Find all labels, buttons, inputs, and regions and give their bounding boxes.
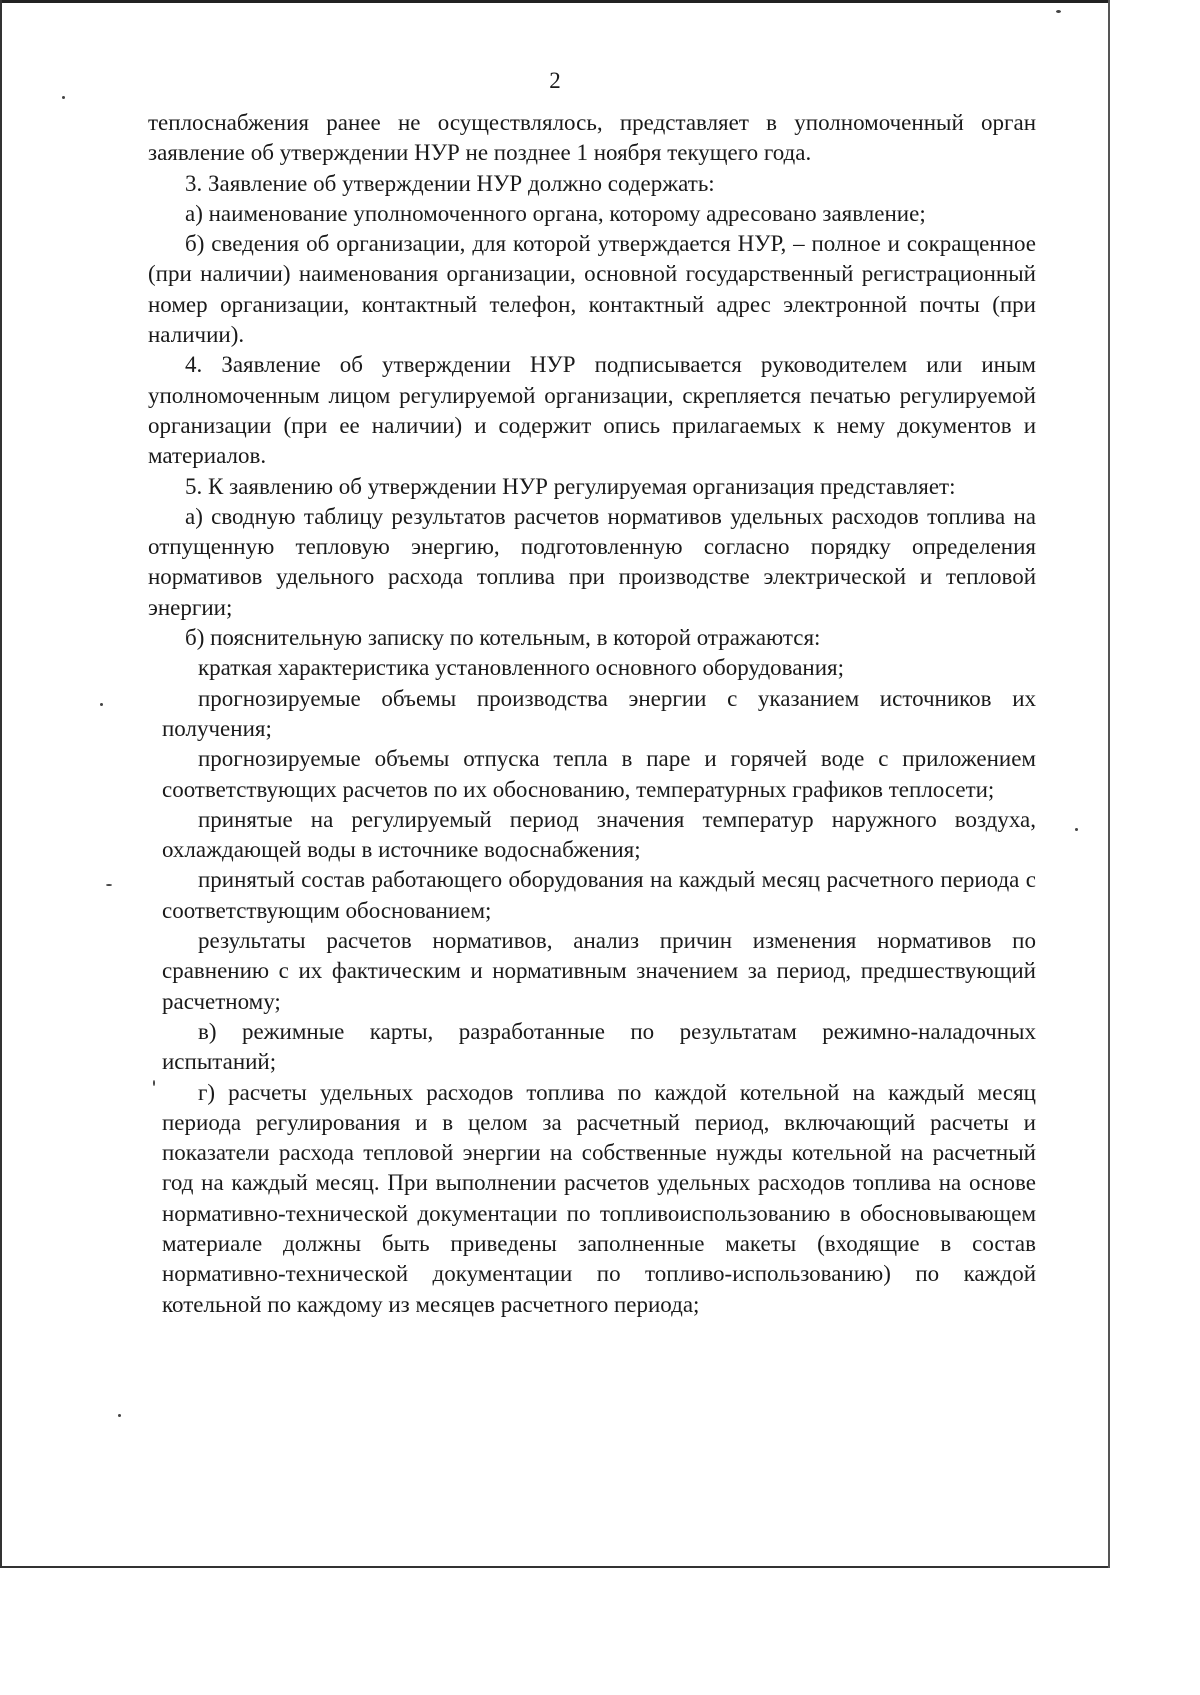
paragraph-production-volumes: прогнозируемые объемы производства энергии с указанием источников их получения; [162, 685, 1036, 741]
paragraph-item-5: 5. К заявлению об утверждении НУР регулируемая организация представляет: [185, 473, 956, 499]
scan-border-top [0, 0, 1110, 3]
scan-border-left [0, 0, 2, 1568]
scan-speck [1056, 10, 1061, 13]
paragraph-item-5b: б) пояснительную записку по котельным, в которой отражаются: [185, 625, 821, 651]
paragraph-item-3a: а) наименование уполномоченного органа, которому адресовано заявление; [185, 200, 926, 226]
scan-speck [1075, 828, 1078, 831]
paragraph-heat-supply-volumes: прогнозируемые объемы отпуска тепла в паре и горячей воде с приложением соответствующих расчетов по их обоснованию, температурных графиков теплосети; [162, 746, 1036, 802]
paragraph-item-3: 3. Заявление об утверждении НУР должно содержать: [185, 170, 715, 196]
paragraph-equipment: краткая характеристика установленного основного оборудования; [198, 655, 845, 681]
scan-speck [118, 1414, 121, 1417]
paragraph-item-4: 4. Заявление об утверждении НУР подписывается руководителем или иным уполномоченным лицом регулируемой организации, скрепляется печатью регулируемой организации (при ее наличии) и содержит опись прилагаемых к нему документов и материалов. [148, 352, 1036, 469]
scan-speck [62, 96, 65, 99]
page-number: 2 [549, 68, 561, 93]
scan-border-bottom [0, 1566, 1110, 1568]
paragraph-continuation: теплоснабжения ранее не осуществлялось, представляет в уполномоченный орган заявление об утверждении НУР не позднее 1 ноября текущего года. [148, 110, 1036, 166]
document-body [148, 108, 1036, 1320]
scan-speck [153, 1080, 155, 1086]
paragraph-temperatures: принятые на регулируемый период значения температур наружного воздуха, охлаждающей воды в источнике водоснабжения; [162, 806, 1036, 863]
paragraph-calculation-results: результаты расчетов нормативов, анализ причин изменения нормативов по сравнению с их фактическим и нормативным значением за период, предшествующий расчетному; [162, 928, 1036, 1014]
paragraph-item-3b: б) сведения об организации, для которой утверждается НУР, – полное и сокращенное (при наличии) наименования организации, основной государственный регистрационный номер организации, контактный телефон, контактный адрес электронной почты (при наличии). [148, 231, 1036, 348]
scan-speck [106, 884, 112, 886]
scan-speck [100, 703, 103, 706]
scan-border-right [1108, 0, 1110, 1568]
paragraph-item-5g: г) расчеты удельных расходов топлива по каждой котельной на каждый месяц периода регулирования и в целом за расчетный период, включающий расчеты и показатели расхода тепловой энергии на собственные нужды котельной на расчетный год на каждый месяц. При выполнении расчетов удельных расходов топлива на основе нормативно-технической документации по топливоиспользованию в обосновывающем материале должны быть приведены заполненные макеты (входящие в состав нормативно-технической документации по топливо-использованию) по каждой котельной по каждому из месяцев расчетного периода; [162, 1079, 1036, 1317]
paragraph-equipment-composition: принятый состав работающего оборудования на каждый месяц расчетного периода с соответствующим обоснованием; [162, 867, 1036, 923]
paragraph-item-5v: в) режимные карты, разработанные по результатам режимно-наладочных испытаний; [162, 1018, 1036, 1075]
paragraph-item-5a: а) сводную таблицу результатов расчетов нормативов удельных расходов топлива на отпущенную тепловую энергию, подготовленную согласно порядку определения нормативов удельного расхода топлива при производстве электрической и тепловой энергии; [148, 503, 1036, 620]
